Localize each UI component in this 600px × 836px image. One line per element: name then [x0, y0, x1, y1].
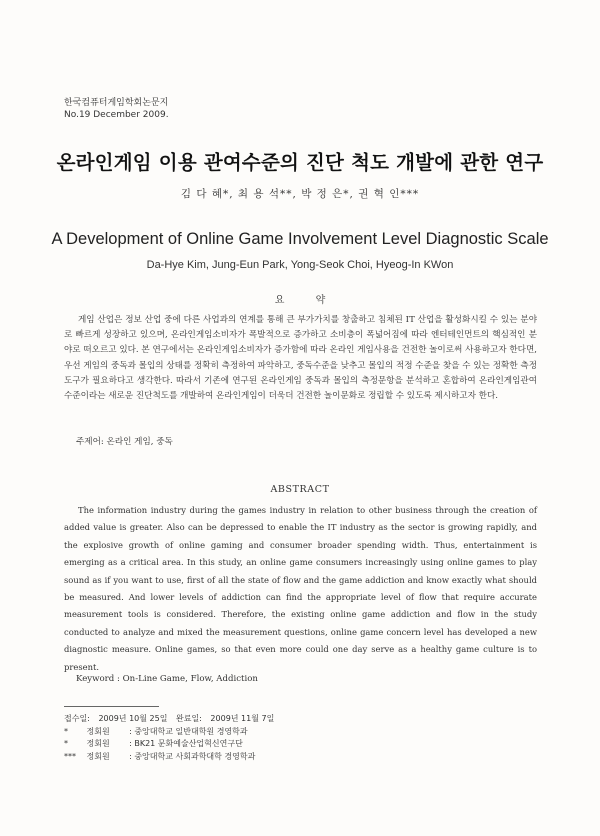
abstract-ko-heading: 요 약: [274, 295, 340, 306]
journal-issue: No.19 December 2009.: [64, 110, 169, 120]
affiliation-note: [64, 738, 280, 751]
received-date: 2009년 10월 25일: [98, 714, 168, 723]
authors-english: Da-Hye Kim, Jung-Eun Park, Yong-Seok Choi, Hyeog-In KWon: [146, 259, 454, 271]
affiliation-note: [64, 726, 280, 739]
journal-name: 한국컴퓨터게임학회논문지: [64, 98, 169, 108]
note-label: 정회원: [86, 739, 110, 749]
note-text: : 중앙대학교 일반대학원 경영학과: [129, 726, 248, 736]
title-korean: 온라인게임 이용 관여수준의 진단 척도 개발에 관한 연구: [56, 151, 544, 174]
keywords-korean: 주제어: 온라인 게임, 중독: [76, 437, 173, 447]
accepted-label: 완료일:: [175, 714, 202, 723]
footnotes: [64, 713, 280, 763]
affiliation-note: [64, 751, 280, 764]
note-text: : BK21 문화예술산업혁신연구단: [129, 739, 243, 749]
keywords-english: Keyword : On-Line Game, Flow, Addiction: [76, 674, 258, 684]
title-english: A Development of Online Game Involvement Level Diagnostic Scale: [51, 230, 549, 248]
note-label: 정회원: [86, 726, 110, 736]
accepted-date: 2009년 11월 7일: [210, 714, 275, 723]
abstract-korean: 게임 산업은 정보 산업 중에 다른 사업과의 연계를 통해 큰 부가가치를 창출하고 침체된 IT 산업을 활성화시킬 수 있는 분야로 빠르게 성장하고 있으며, 온라인게임소비자가 폭발적으로 증가하고 소비층이 폭넓어짐에 따라 엔터테인먼트의 핵심적인 분야로 떠오르고 있다. 본 연구에서는 온라인게임소비자가 증가함에 따라 온라인 게임사용을 건전한 놀이로써 사용하고자 한다면, 우선 게임의 중독과 몰입의 상태를 정확히 측정하여 파악하고, 중독수준을 낮추고 몰입의 적정 수준을 찾을 수 있는 정확한 측정도구가 필요하다고 생각한다. 따라서 기존에 연구된 온라인게임 중독과 몰입의 측정문항을 분석하고 혼합하여 온라인게임관여수준이라는 새로운 진단척도를 개발하여 온라인게임이 더욱더 건전한 놀이문화로 정립할 수 있도록 제시하고자 한다.: [64, 315, 537, 402]
note-mark: *: [64, 739, 68, 749]
journal-header: [64, 97, 169, 121]
note-mark: *: [64, 726, 68, 736]
received-label: 접수일:: [64, 714, 90, 723]
note-mark: ***: [64, 751, 76, 761]
footnote-divider: [64, 706, 159, 707]
abstract-en-heading: ABSTRACT: [270, 484, 330, 495]
authors-korean: 김 다 혜*, 최 용 석**, 박 정 은*, 권 혁 인***: [180, 188, 420, 200]
submission-dates: [64, 713, 280, 726]
note-label: 정회원: [86, 751, 110, 761]
note-text: : 중앙대학교 사회과학대학 경영학과: [129, 751, 256, 761]
abstract-english: The information industry during the games industry in relation to other business through the creation of added value is greater. Also can be depressed to enable the IT industry as the sector is growing rapidly, and the explosive growth of online gaming and consumer broader spending width. Thus, entertainment is emerging as a critical area. In this study, an online game consumers increasingly using online games to play sound as if you want to use, first of all the state of flow and the game addiction and know exactly what should be measured. And lower levels of addiction can find the appropriate level of flow that require accurate measurement tools is considered. Therefore, the existing online game addiction and flow in the study conducted to analyze and mixed the measurement questions, online game concern level has developed a new diagnostic measure. Online games, so that even more could one day serve as a healthy game culture is to present.: [64, 505, 537, 672]
